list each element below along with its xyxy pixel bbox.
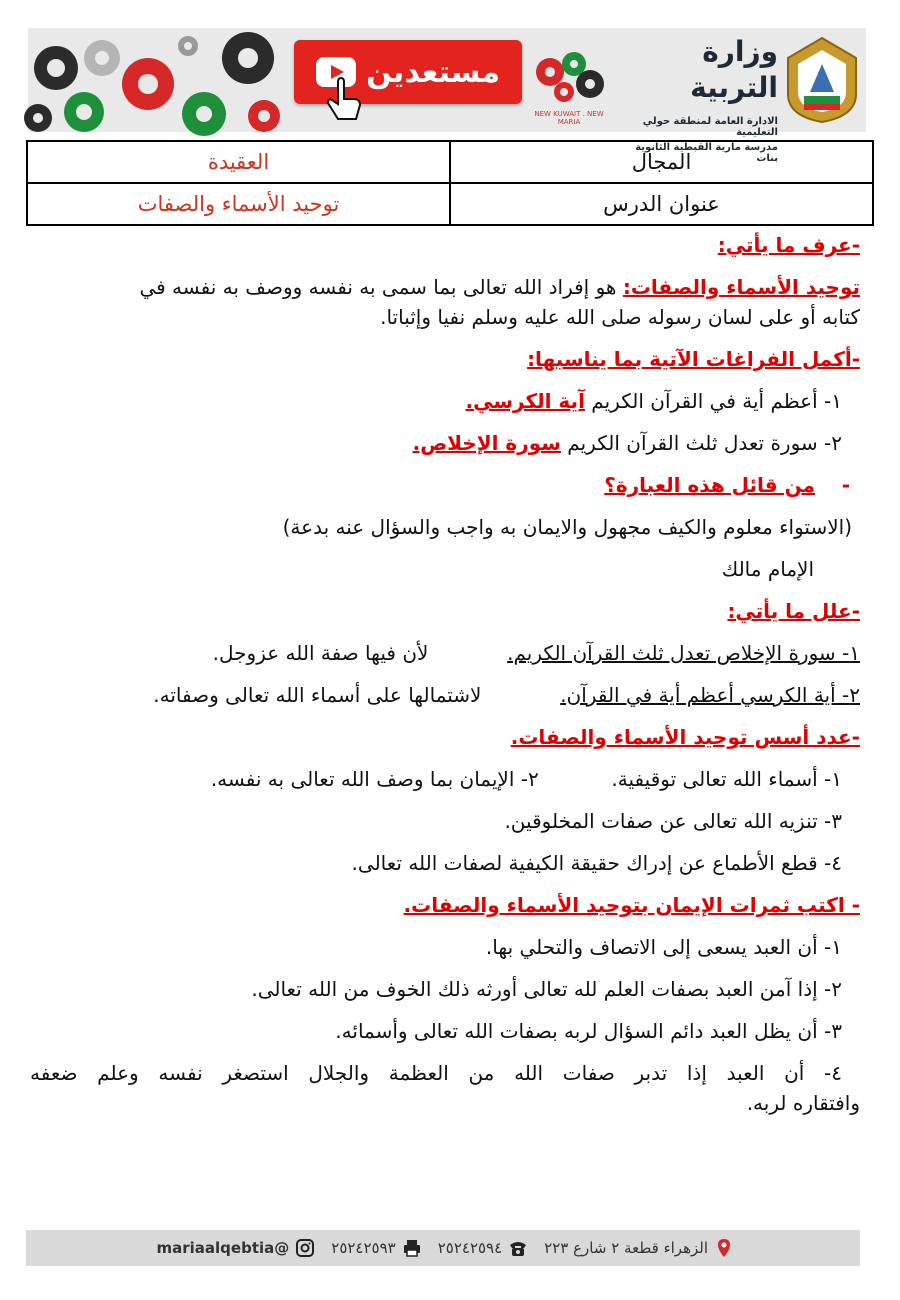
complete-item-1-text: ١- أعظم أية في القرآن الكريم (584, 389, 842, 413)
footer-address (544, 1238, 734, 1258)
hand-cursor-icon (324, 78, 364, 126)
address-text: الزهراء قطعة ٢ شارع ٢٢٣ (544, 1239, 708, 1257)
school-logo-caption: NEW KUWAIT . NEW MARIA (534, 110, 604, 126)
ministry-title: وزارة التربية (690, 35, 778, 104)
reason-item-1-question: ١- سورة الإخلاص تعدل ثلث القرآن الكريم. (507, 641, 860, 665)
definition-term: توحيد الأسماء والصفات: (622, 275, 860, 299)
worksheet-content (30, 230, 860, 1118)
school-logo (528, 42, 610, 126)
complete-item-2-answer: سورة الإخلاص. (412, 431, 561, 455)
complete-item-1-answer: آية الكرسي. (465, 389, 585, 413)
ministry-district: الادارة العامة لمنطقة حولي التعليمية (642, 116, 778, 138)
quote-heading: من قائل هذه العبارة؟ (604, 473, 815, 497)
definition-text-2: كتابه أو على لسان رسوله صلى الله عليه وسلم نفيا وإثباتا. (380, 305, 860, 329)
field-value-cell: العقيدة (27, 141, 450, 183)
quote-bullet-dash: - (841, 473, 850, 497)
fruits-item-3: ٣- أن يظل العبد دائم السؤال لربه بصفات الله تعالى وأسمائه. (335, 1019, 842, 1043)
definition-text-1: هو إفراد الله تعالى بما سمى به نفسه ووصف به نفسه في (139, 275, 623, 299)
quote-text: (الاستواء معلوم والكيف مجهول والايمان به واجب والسؤال عنه بدعة) (282, 515, 852, 539)
fax-icon (402, 1238, 422, 1258)
school-name: مدرسة مارية القبطية الثانوية بنات (635, 142, 778, 164)
complete-heading: -أكمل الفراغات الآتية بما يناسبها: (527, 347, 860, 371)
quote-heading-line (30, 470, 860, 500)
bases-heading: -عدد أسس توحيد الأسماء والصفات. (510, 725, 860, 749)
fruits-heading: - اكتب ثمرات الإيمان بتوحيد الأسماء والصفات. (403, 893, 860, 917)
complete-item-2-text: ٢- سورة تعدل ثلث القرآن الكريم (560, 431, 842, 455)
fruits-item-4-line-1: ٤- أن العبد إذا تدبر صفات الله من العظمة والجلال استصغر نفسه وعلم ضعفه (30, 1061, 842, 1085)
define-heading: -عرف ما يأتي: (717, 233, 860, 257)
complete-item-2 (30, 428, 860, 458)
location-pin-icon (714, 1238, 734, 1258)
fruits-item-4-line-2: وافتقاره لربه. (746, 1091, 860, 1115)
reason-item-1 (30, 638, 860, 668)
definition-paragraph (30, 272, 860, 302)
phone-text: ٢٥٢٤٢٥٩٤ (437, 1239, 503, 1257)
bases-item-2: ٢- الإيمان بما وصف الله تعالى به نفسه. (210, 767, 539, 791)
reason-item-2-answer: لاشتمالها على أسماء الله تعالى وصفاته. (153, 683, 482, 707)
youtube-channel-label: مستعدين (366, 54, 500, 90)
reason-heading: -علل ما يأتي: (727, 599, 860, 623)
bases-item-3: ٣- تنزيه الله تعالى عن صفات المخلوقين. (504, 809, 842, 833)
gears-decoration (28, 28, 286, 132)
reason-item-2-question: ٢- أية الكرسي أعظم أية في القرآن. (560, 683, 860, 707)
quote-answer: الإمام مالك (721, 557, 814, 581)
table-row (27, 141, 873, 183)
footer-bar (26, 1230, 860, 1266)
fax-text: ٢٥٢٤٢٥٩٣ (331, 1239, 396, 1257)
complete-item-1 (30, 386, 860, 416)
footer-fax (331, 1238, 421, 1258)
bases-item-1: ١- أسماء الله تعالى توقيفية. (611, 767, 842, 791)
kuwait-emblem (782, 34, 862, 126)
fruits-item-2: ٢- إذا آمن العبد بصفات العلم لله تعالى أورثه ذلك الخوف من الله تعالى. (251, 977, 842, 1001)
bases-item-4: ٤- قطع الأطماع عن إدراك حقيقة الكيفية لصفات الله تعالى. (351, 851, 842, 875)
fruits-item-1: ١- أن العبد يسعى إلى الاتصاف والتحلي بها. (485, 935, 842, 959)
reason-item-1-answer: لأن فيها صفة الله عزوجل. (212, 641, 429, 665)
instagram-handle: @mariaalqebtia (156, 1239, 290, 1257)
table-row (27, 183, 873, 225)
bases-items-1-2 (30, 764, 860, 794)
lesson-value-cell: توحيد الأسماء والصفات (27, 183, 450, 225)
footer-phone (438, 1238, 528, 1258)
footer-instagram[interactable] (157, 1238, 316, 1258)
field-label-cell: المجال (450, 141, 873, 183)
lesson-info-table (26, 140, 874, 226)
telephone-icon (508, 1238, 528, 1258)
instagram-icon (295, 1238, 315, 1258)
lesson-label-cell: عنوان الدرس (450, 183, 873, 225)
reason-item-2 (30, 680, 860, 710)
